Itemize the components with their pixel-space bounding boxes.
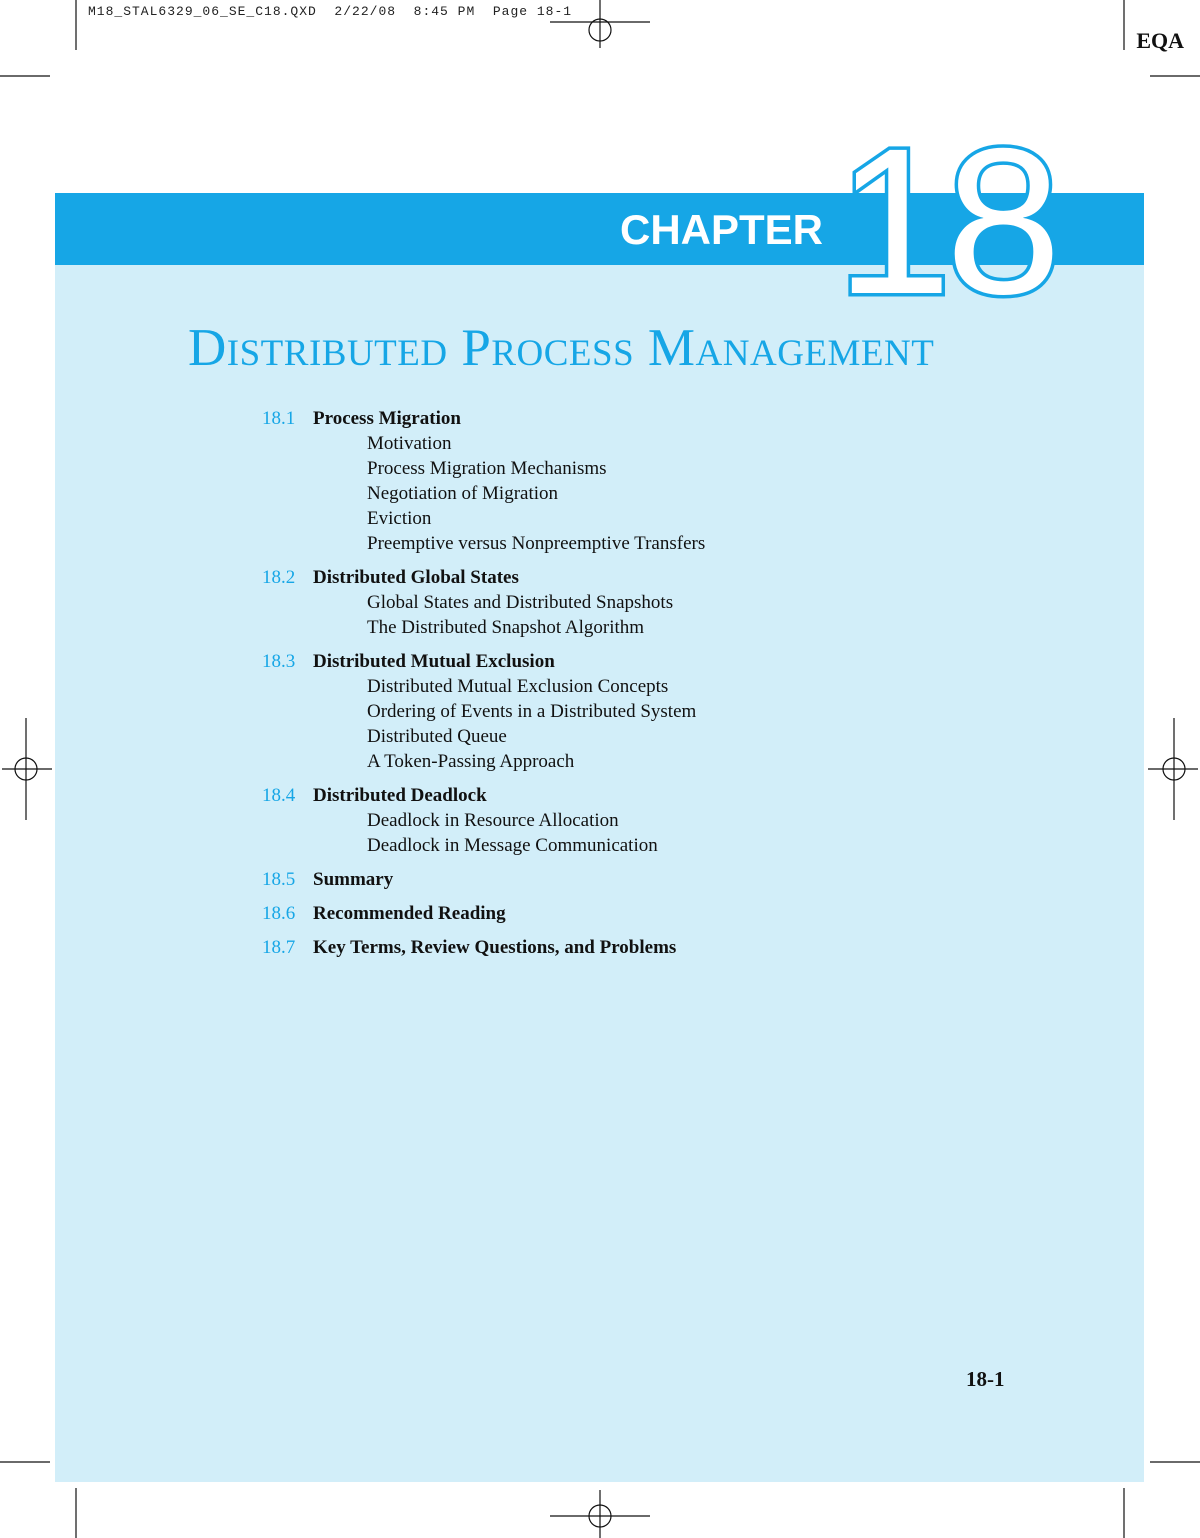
chapter-label: CHAPTER: [620, 206, 824, 253]
toc-section-heading: [262, 406, 1022, 431]
toc-section-heading: [262, 565, 1022, 590]
toc-section: [262, 565, 1022, 640]
toc-subsection: Preemptive versus Nonpreemptive Transfers: [367, 533, 706, 554]
toc-section-number: 18.4: [262, 785, 296, 806]
toc-section-number: 18.1: [262, 408, 296, 429]
toc-section-number: 18.5: [262, 869, 296, 890]
toc-section-title: Summary: [313, 869, 394, 890]
registration-mark-bottom: [550, 1490, 650, 1538]
toc-section: [262, 783, 1022, 858]
toc-section: [262, 935, 1022, 960]
toc-subsection: Ordering of Events in a Distributed System: [367, 701, 697, 722]
toc-section-heading: [262, 867, 1022, 892]
toc-subsection: Motivation: [367, 433, 452, 454]
toc-section-title: Recommended Reading: [313, 903, 506, 924]
toc-subsection: Deadlock in Message Communication: [367, 835, 658, 856]
registration-mark-left: [2, 718, 52, 820]
toc-section-title: Process Migration: [313, 408, 461, 429]
toc-section-title: Distributed Global States: [313, 567, 519, 588]
toc-section: [262, 406, 1022, 556]
chapter-title: Distributed Process Management: [188, 319, 935, 377]
toc-subsection: Eviction: [367, 508, 432, 529]
toc-subsection: The Distributed Snapshot Algorithm: [367, 617, 645, 638]
toc-subsection: A Token-Passing Approach: [367, 751, 575, 772]
toc-section-heading: [262, 901, 1022, 926]
registration-mark-top: [550, 0, 650, 48]
toc-section-heading: [262, 783, 1022, 808]
toc-section-number: 18.7: [262, 937, 296, 958]
toc-section: [262, 901, 1022, 926]
toc-section-number: 18.2: [262, 567, 296, 588]
registration-mark-right: [1148, 718, 1198, 820]
table-of-contents: [262, 406, 1022, 969]
chapter-number: 18: [836, 106, 1056, 338]
toc-subsection: Process Migration Mechanisms: [367, 458, 607, 479]
toc-section: [262, 867, 1022, 892]
toc-subsection: Global States and Distributed Snapshots: [367, 592, 674, 613]
toc-subsection: Distributed Mutual Exclusion Concepts: [367, 676, 669, 697]
toc-section-heading: [262, 649, 1022, 674]
toc-section-number: 18.3: [262, 651, 296, 672]
page-number: 18-1: [966, 1367, 1005, 1391]
toc-subsection: Distributed Queue: [367, 726, 507, 747]
toc-subsection: Negotiation of Migration: [367, 483, 559, 504]
toc-section: [262, 649, 1022, 774]
toc-section-title: Key Terms, Review Questions, and Problems: [313, 937, 677, 958]
toc-section-title: Distributed Deadlock: [313, 785, 487, 806]
toc-section-title: Distributed Mutual Exclusion: [313, 651, 555, 672]
toc-subsection: Deadlock in Resource Allocation: [367, 810, 619, 831]
toc-section-number: 18.6: [262, 903, 296, 924]
toc-section-heading: [262, 935, 1022, 960]
corner-code: EQA: [1136, 28, 1184, 53]
print-slug-line: M18_STAL6329_06_SE_C18.QXD 2/22/08 8:45 PM Page 18-1: [88, 4, 573, 19]
